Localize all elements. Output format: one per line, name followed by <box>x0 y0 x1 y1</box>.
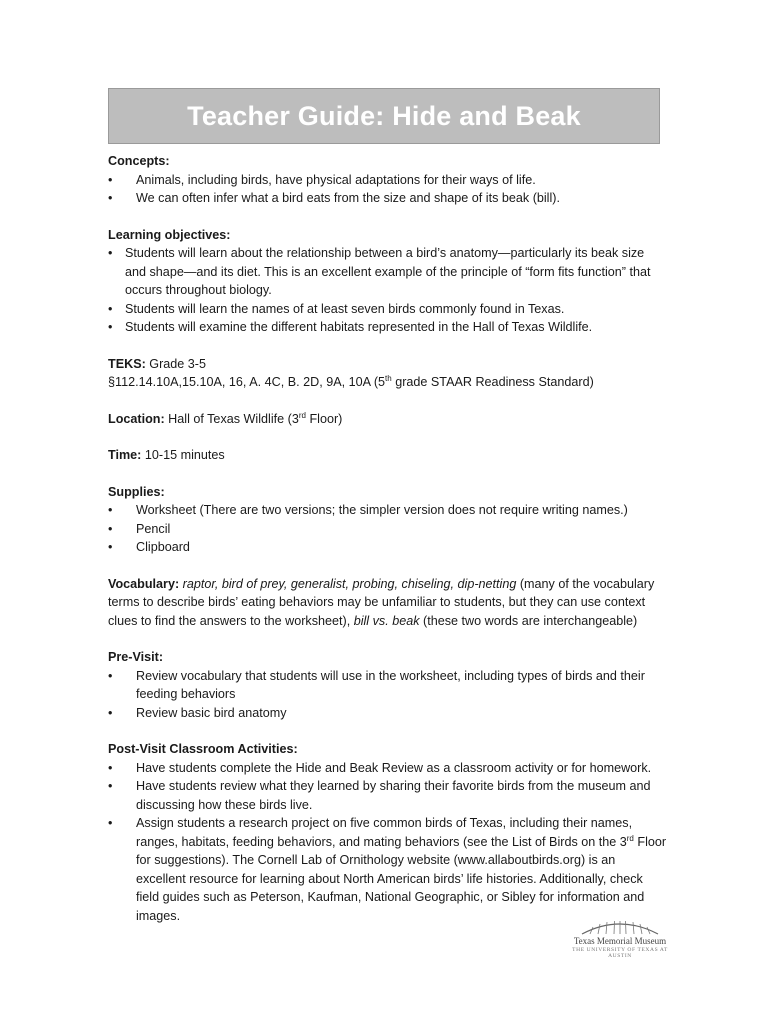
previsit-section <box>108 648 668 722</box>
list-item: • Students will learn the names of at least seven birds commonly found in Texas. <box>108 300 668 319</box>
objectives-heading: Learning objectives: <box>108 227 231 242</box>
vocabulary-terms-2: bill vs. beak <box>353 613 420 628</box>
vocabulary-text-end: (these two words are interchangeable) <box>419 613 638 628</box>
list-item: • Have students complete the Hide and Beak Review as a classroom activity or for homework. <box>108 759 668 778</box>
postvisit-item3-tail: Floor for suggestions). The Cornell Lab of Ornithology website (www.allaboutbirds.org) is an excellent resource for learning about North American birds’ life histories. Additionally, check field guides such as Peterson, Kaufman, National Geographic, or Sibley for information and images. <box>136 834 667 923</box>
museum-arch-icon <box>560 916 680 936</box>
location-section <box>108 410 668 429</box>
previsit-heading: Pre-Visit: <box>108 650 164 664</box>
teks-section <box>108 355 668 392</box>
teks-line <box>108 355 668 374</box>
list-item: • Have students review what they learned by sharing their favorite birds from the museum and discussing how these birds live. <box>108 777 668 814</box>
vocabulary-text: (many of the vocabulary terms to describe birds’ eating behaviors may be unfamiliar to students, but they can use context clues to find the answers to the worksheet), <box>108 576 655 628</box>
time-value: 10-15 minutes <box>144 448 225 462</box>
page-title: Teacher Guide: Hide and Beak <box>187 100 581 131</box>
concepts-list <box>108 171 668 208</box>
logo-name: Texas Memorial Museum <box>573 936 667 946</box>
teks-standard-tail: grade STAAR Readiness Standard) <box>391 375 594 389</box>
location-sup: rd <box>298 410 306 420</box>
postvisit-list <box>108 759 668 926</box>
list-item: • Animals, including birds, have physical adaptations for their ways of life. <box>108 171 668 190</box>
postvisit-heading: Post-Visit Classroom Activities: <box>108 742 298 756</box>
vocabulary-section <box>108 575 668 631</box>
list-item: • Worksheet (There are two versions; the simpler version does not require writing names.) <box>108 501 668 520</box>
location-value: Hall of Texas Wildlife (3 <box>168 411 299 426</box>
museum-logo <box>560 916 680 960</box>
teks-label: TEKS: <box>108 356 146 371</box>
logo-subtitle: THE UNIVERSITY OF TEXAS AT AUSTIN <box>572 947 668 959</box>
list-item: • Students will examine the different habitats represented in the Hall of Texas Wildlife. <box>108 318 668 337</box>
supplies-list <box>108 501 668 557</box>
vocabulary-terms: raptor, bird of prey, generalist, probing, chiseling, dip-netting <box>182 576 517 591</box>
title-banner <box>108 88 660 144</box>
time-label: Time: <box>108 448 142 462</box>
postvisit-item3-sup: rd <box>626 833 634 843</box>
list-item: • Students will learn about the relationship between a bird’s anatomy—particularly its beak size and shape—and its diet. This is an excellent example of the principle of “form fits function” that occurs throughout biology. <box>108 244 668 300</box>
list-item: • We can often infer what a bird eats from the size and shape of its beak (bill). <box>108 189 668 208</box>
previsit-list <box>108 667 668 723</box>
time-section <box>108 446 668 465</box>
list-item: • Review basic bird anatomy <box>108 704 668 723</box>
teks-standard-sup: th <box>385 373 392 383</box>
supplies-section <box>108 483 668 557</box>
concepts-section <box>108 152 668 208</box>
list-item: • Review vocabulary that students will use in the worksheet, including types of birds and their feeding behaviors <box>108 667 668 704</box>
guide-content <box>108 152 668 943</box>
objectives-section <box>108 226 668 337</box>
objectives-list <box>108 244 668 337</box>
list-item: • Pencil <box>108 520 668 539</box>
teks-standard-text: §112.14.10A,15.10A, 16, A. 4C, B. 2D, 9A, 10A (5 <box>108 375 386 389</box>
location-label: Location: <box>108 411 165 426</box>
postvisit-item3-text: Assign students a research project on five common birds of Texas, including their names, ranges, habitats, feeding behaviors, and mating behaviors (see the List of Birds on the 3 <box>136 816 633 849</box>
list-item <box>108 814 668 925</box>
concepts-heading: Concepts: <box>108 154 170 168</box>
teks-grade: Grade 3-5 <box>149 356 206 371</box>
vocabulary-label: Vocabulary: <box>108 576 180 591</box>
supplies-heading: Supplies: <box>108 484 165 499</box>
list-item: • Clipboard <box>108 538 668 557</box>
teks-standard <box>108 373 668 392</box>
postvisit-section <box>108 740 668 925</box>
location-tail: Floor) <box>305 411 343 426</box>
